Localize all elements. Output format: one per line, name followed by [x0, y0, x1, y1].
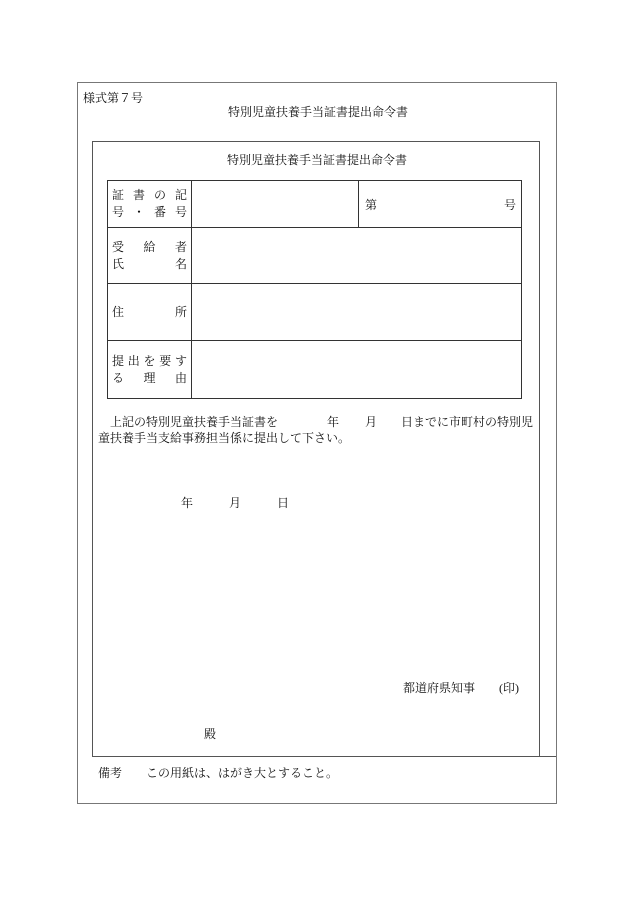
label-char: 号: [174, 205, 187, 219]
date-day: 日: [277, 496, 290, 510]
label-char: の: [153, 188, 166, 202]
body-month: 月: [365, 415, 378, 429]
divider: [92, 756, 556, 757]
label-char: 出: [127, 353, 140, 368]
recipient-name-field[interactable]: [192, 228, 522, 284]
label-char: 氏: [112, 256, 125, 271]
label-char: を: [143, 353, 156, 368]
label-char: 書: [132, 188, 145, 202]
seal-mark: (印): [499, 681, 519, 695]
label-char: す: [174, 353, 187, 368]
certificate-symbol-field[interactable]: [192, 181, 359, 228]
body-text-line2: 童扶養手当支給事務担当係に提出して下さい。: [98, 431, 351, 445]
body-text-line1b: 日までに市町村の特別児: [401, 415, 534, 429]
table-row-recipient-name: [108, 228, 522, 284]
label-char: 住: [112, 304, 125, 319]
label-char: ・: [132, 205, 145, 219]
address-field[interactable]: [192, 284, 522, 341]
table-row-address: [108, 284, 522, 341]
label-char: 理: [143, 370, 156, 385]
body-year: 年: [327, 415, 340, 429]
label-char: 名: [174, 256, 187, 271]
label-char: 番: [153, 205, 166, 219]
label-char: 要: [159, 353, 172, 368]
note-label: 備考: [98, 766, 123, 780]
label-char: る: [112, 370, 125, 385]
number-prefix: 第: [365, 197, 378, 212]
label-char: 由: [174, 370, 187, 385]
number-suffix: 号: [503, 197, 516, 212]
label-char: 所: [174, 304, 187, 319]
label-char: 証: [112, 188, 125, 202]
form-number: 様式第７号: [83, 91, 144, 105]
table-row-reason: [108, 341, 522, 399]
table-row-certificate-number: [108, 181, 522, 228]
details-table: [107, 180, 522, 399]
label-recipient-name: [108, 228, 192, 284]
label-char: 記: [174, 188, 187, 202]
reason-field[interactable]: [192, 341, 522, 399]
label-char: 者: [174, 239, 187, 254]
label-char: 給: [143, 239, 156, 254]
date-year: 年: [181, 496, 194, 510]
label-char: 提: [112, 353, 125, 368]
certificate-number-field[interactable]: [359, 181, 522, 228]
label-char: 号: [112, 205, 125, 219]
addressee-suffix: 殿: [204, 727, 217, 741]
note-text: この用紙は、はがき大とすること。: [146, 766, 339, 780]
body-text-line1a: 上記の特別児童扶養手当証書を: [110, 415, 279, 429]
label-char: 受: [112, 239, 125, 254]
label-reason: [108, 341, 192, 399]
label-address: [108, 284, 192, 341]
label-certificate-number: [108, 181, 192, 228]
page-title: 特別児童扶養手当証書提出命令書: [228, 105, 409, 119]
date-month: 月: [229, 496, 242, 510]
card-title: 特別児童扶養手当証書提出命令書: [227, 153, 408, 167]
issuer-title: 都道府県知事: [403, 681, 476, 695]
